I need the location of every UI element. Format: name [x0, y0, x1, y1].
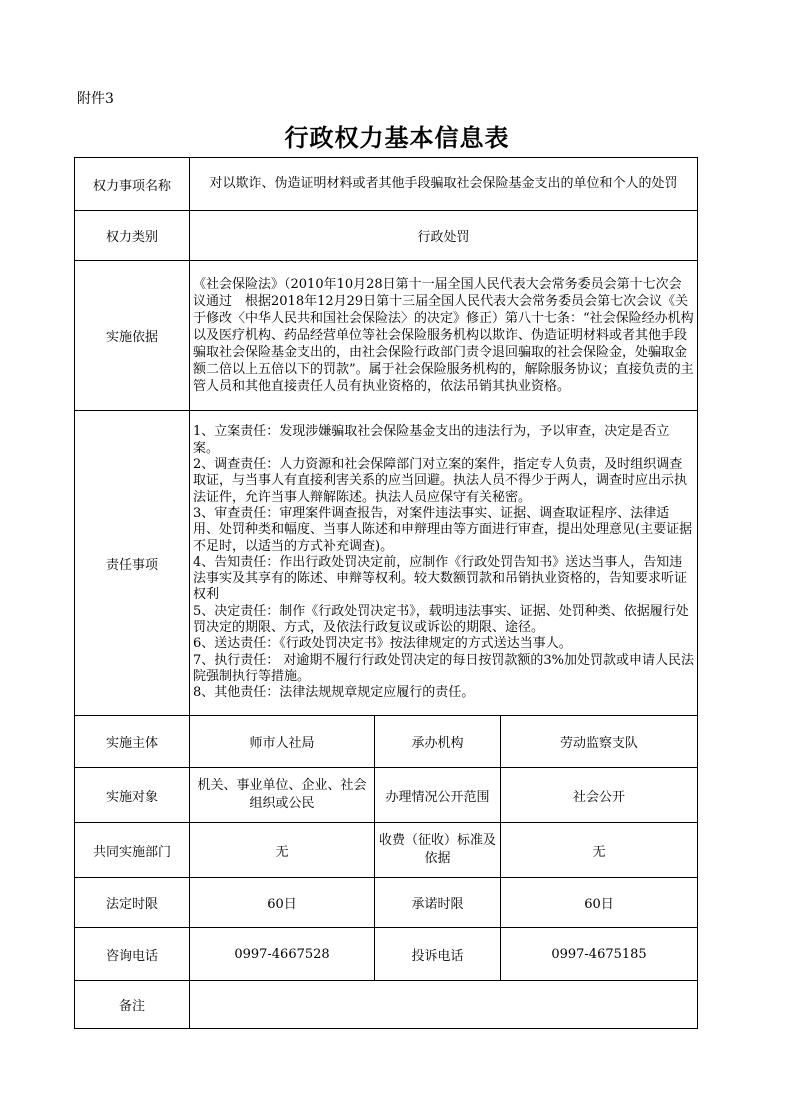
legal-limit-value: 60日 — [190, 878, 375, 928]
target-value: 机关、事业单位、企业、社会组织或公民 — [190, 768, 375, 823]
subject-value: 师市人社局 — [190, 716, 375, 768]
basis-label: 实施依据 — [75, 261, 190, 411]
duty-item: 6、送达责任：《行政处罚决定书》按法律规定的方式送达当事人。 — [193, 636, 572, 652]
row-remark — [75, 981, 698, 1029]
category-label: 权力类别 — [75, 211, 190, 261]
remark-label: 备注 — [75, 981, 190, 1029]
remark-value — [190, 981, 698, 1029]
duty-item: 2、调查责任：人力资源和社会保障部门对立案的案件，指定专人负责，及时组织调查取证，与当事人有直接利害关系的应当回避。执法人员不得少于两人，调查时应出示执法证件，允许当事人辩解陈述。执法人员应保守有关秘密。 — [193, 457, 688, 505]
promised-limit-label: 承诺时限 — [375, 878, 501, 928]
disclosure-value: 社会公开 — [501, 768, 698, 823]
disclosure-label: 办理情况公开范围 — [375, 768, 501, 823]
joint-dept-label: 共同实施部门 — [75, 823, 190, 878]
target-label: 实施对象 — [75, 768, 190, 823]
item-name-value: 对以欺诈、伪造证明材料或者其他手段骗取社会保险基金支出的单位和个人的处罚 — [190, 158, 698, 211]
complaint-phone-value: 0997-4675185 — [501, 928, 698, 981]
handling-org-label: 承办机构 — [375, 716, 501, 768]
duty-item: 7、执行责任： 对逾期不履行行政处罚决定的每日按罚款额的3%加处罚款或申请人民法院强制执行等措施。 — [193, 652, 695, 684]
consult-phone-value: 0997-4667528 — [190, 928, 375, 981]
promised-limit-value: 60日 — [501, 878, 698, 928]
fee-standard-value: 无 — [501, 823, 698, 878]
info-table — [74, 157, 698, 1029]
item-name-label: 权力事项名称 — [75, 158, 190, 211]
row-joint — [75, 823, 698, 878]
row-phone — [75, 928, 698, 981]
duty-item: 3、审查责任：审理案件调查报告，对案件违法事实、证据、调查取证程序、法律适用、处罚种类和幅度、当事人陈述和申辩理由等方面进行审查，提出处理意见(主要证据不足时，以适当的方式补充调查)。 — [193, 505, 693, 554]
row-item-name — [75, 158, 698, 211]
page-title: 行政权力基本信息表 — [284, 123, 510, 152]
row-category — [75, 211, 698, 261]
complaint-phone-label: 投诉电话 — [375, 928, 501, 981]
duty-item: 1、立案责任：发现涉嫌骗取社会保险基金支出的违法行为，予以审查，决定是否立案。 — [193, 424, 670, 456]
duty-item: 8、其他责任：法律法规规章规定应履行的责任。 — [193, 685, 475, 701]
legal-limit-label: 法定时限 — [75, 878, 190, 928]
subject-label: 实施主体 — [75, 716, 190, 768]
duty-item: 4、告知责任：作出行政处罚决定前，应制作《行政处罚告知书》送达当事人，告知违法事实及其享有的陈述、申辩等权利。较大数额罚款和吊销执业资格的，告知要求听证权利 — [193, 554, 688, 603]
category-value: 行政处罚 — [190, 211, 698, 261]
duty-item: 5、决定责任：制作《行政处罚决定书》，载明违法事实、证据、处罚种类、依据履行处罚决定的期限、方式，及依法行政复议或诉讼的期限、途径。 — [193, 603, 689, 636]
basis-value: 《社会保险法》（2010年10月28日第十一届全国人民代表大会常务委员会第十七次会议通过 根据2018年12月29日第十三届全国人民代表大会常务委员会第七次会议《关于修改〈中华人民共和国社会保险法〉的决定》修正）第八十七条：“社会保险经办机构以及医疗机构、药品经营单位等社会保险服务机构以欺诈、伪造证明材料或者其他手段骗取社会保险基金支出的，由社会保险行政部门责令退回骗取的社会保险金，处骗取金额二倍以上五倍以下的罚款”。属于社会保险服务机构的，解除服务协议；直接负责的主管人员和其他直接责任人员有执业资格的，依法吊销其执业资格。 — [190, 261, 698, 411]
attachment-label: 附件3 — [77, 91, 114, 107]
fee-standard-label: 收费（征收）标准及依据 — [375, 823, 501, 878]
row-target — [75, 768, 698, 823]
consult-phone-label: 咨询电话 — [75, 928, 190, 981]
joint-dept-value: 无 — [190, 823, 375, 878]
row-duties — [75, 411, 698, 716]
row-time-limit — [75, 878, 698, 928]
row-basis — [75, 261, 698, 411]
duties-label: 责任事项 — [75, 411, 190, 716]
handling-org-value: 劳动监察支队 — [501, 716, 698, 768]
row-subject — [75, 716, 698, 768]
duties-list — [190, 411, 698, 716]
